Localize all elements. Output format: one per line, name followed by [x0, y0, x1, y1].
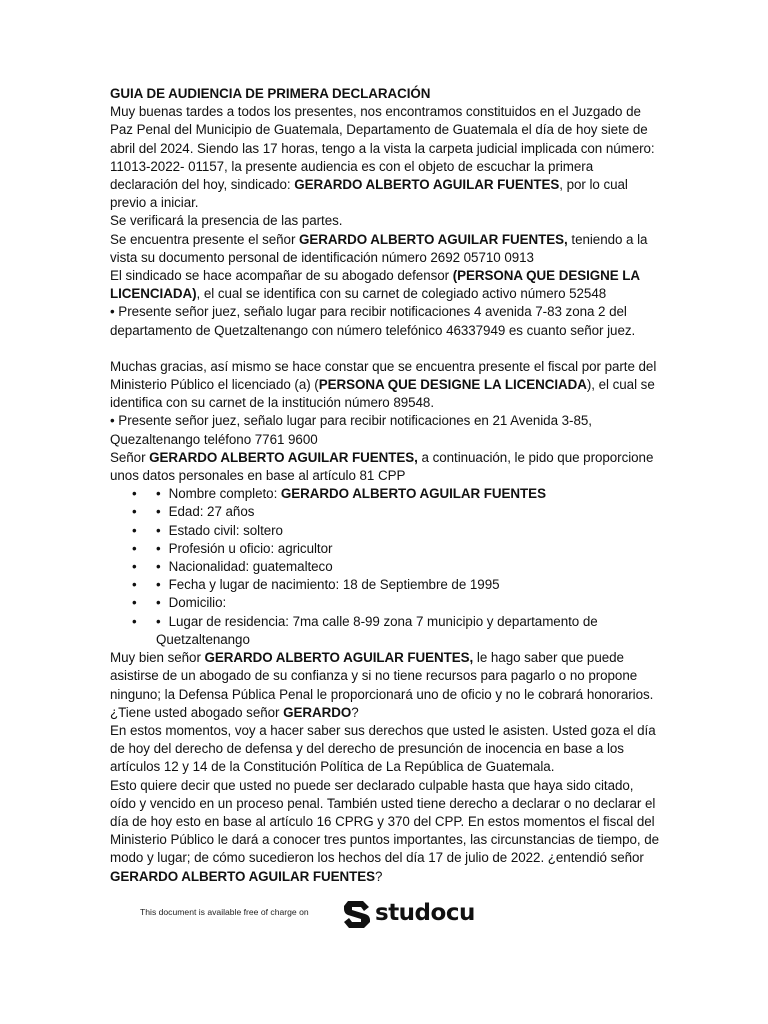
personal-text-end: a continuación, le pido que proporcione unos datos personales en base al artículo 81 CPP [110, 449, 654, 484]
lawyer-text-end: , el cual se identifica con su carnet de colegiado activo número 52548 [196, 286, 607, 302]
personal-data-paragraph [110, 449, 662, 485]
studocu-wordmark: studocu [375, 900, 475, 926]
intro-text: Muy buenas tardes a todos los presentes, nos encontramos constituidos en el Juzgado de Paz Penal del Municipio de Guatemala, Departamento de Guatemala el día de hoy siete de abril del 2024. Siendo las 17 horas, tengo a la vista la carpeta judicial implicada con número: 11013-2022- 01157, la presente audiencia es con el objeto de escuchar la primera declaración del hoy, sindicado: [110, 104, 655, 193]
list-item [110, 503, 662, 521]
personal-data-list [110, 485, 662, 649]
bullet-glyph: • [156, 595, 161, 611]
list-item-value: GERARDO ALBERTO AGUILAR FUENTES [280, 486, 546, 502]
list-item-label: Profesión u oficio: agricultor [168, 540, 333, 556]
rights-text: Muy bien señor [110, 650, 205, 666]
present-text: Se encuentra presente el señor [110, 231, 300, 247]
bullet-glyph: • [156, 613, 161, 629]
defendant-first-name: GERARDO [283, 704, 352, 720]
verify-paragraph: Se verificará la presencia de las partes. [110, 213, 343, 229]
meaning-text: Esto quiere decir que usted no puede ser declarado culpable hasta que haya sido citado, oído y vencido en un proceso penal. También usted tiene derecho a declarar o no declarar el día de hoy esto en base al artículo 16 CPRG y 370 del CPP. En estos momentos el fiscal del Ministerio Público le dará a conocer tres puntos importantes, las circunstancias de tiempo, de modo y lugar; de cómo sucedieron los hechos del día 17 de julio de 2022. ¿entendió señor [110, 777, 660, 866]
defendant-name: GERARDO ALBERTO AGUILAR FUENTES [110, 868, 376, 884]
list-item-label: Nacionalidad: guatemalteco [168, 559, 333, 575]
list-item [110, 558, 662, 576]
bullet-glyph: • [156, 559, 161, 575]
fiscal-text: Muchas gracias, así mismo se hace constar que se encuentra presente el fiscal por parte del Ministerio Público el licenciado (a) ( [110, 358, 657, 393]
lawyer-paragraph [110, 267, 662, 303]
studocu-logo-icon [343, 898, 371, 928]
list-item [110, 522, 662, 540]
bullet-glyph: • [156, 540, 161, 556]
document-title: GUIA DE AUDIENCIA DE PRIMERA DECLARACIÓN [110, 86, 431, 101]
intro-text-end: , por lo cual previo a iniciar. [110, 177, 628, 211]
list-item-label: Domicilio: [168, 595, 227, 611]
list-item [110, 613, 662, 649]
present-text-end: teniendo a la vista su documento personal de identificación número 2692 05710 0913 [110, 231, 648, 265]
present-paragraph [110, 231, 662, 267]
studocu-logo-link[interactable] [343, 896, 475, 930]
defendant-name: GERARDO ALBERTO AGUILAR FUENTES [294, 177, 560, 193]
list-item-label: Lugar de residencia: 7ma calle 8-99 zona 7 municipio y departamento de Quetzaltenango [156, 613, 598, 647]
fiscal-placeholder: PERSONA QUE DESIGNE LA LICENCIADA [318, 377, 587, 393]
bullet-glyph: • [156, 522, 161, 538]
list-item [110, 485, 662, 503]
fiscal-paragraph [110, 358, 662, 413]
personal-text: Señor [110, 449, 150, 465]
rights-text-end: ? [351, 704, 359, 720]
document-body [110, 85, 662, 886]
lawyer-text: El sindicado se hace acompañar de su abogado defensor [110, 268, 453, 284]
bullet-glyph: • [156, 504, 161, 520]
list-item-label: Estado civil: soltero [168, 522, 283, 538]
intro-paragraph [110, 103, 662, 212]
meaning-text-end: ? [375, 868, 383, 884]
list-item [110, 540, 662, 558]
studocu-footer [140, 896, 480, 930]
bullet-glyph: • [156, 486, 161, 502]
fiscal-text-end: ), el cual se identifica con su carnet de la institución número 89548. [110, 377, 655, 411]
list-item-label: Nombre completo: [168, 486, 281, 502]
rights-text-mid: le hago saber que puede asistirse de un abogado de su confianza y si no tiene recursos para pagarlo o no propone ninguno; la Defensa Pública Penal le proporcionará uno de oficio y no le cobrará honorarios. ¿Tiene usted abogado señor [110, 650, 654, 720]
defendant-name: GERARDO ALBERTO AGUILAR FUENTES, [204, 650, 474, 666]
notification-paragraph-1: • Presente señor juez, señalo lugar para recibir notificaciones 4 avenida 7-83 zona 2 del departamento de Quetzaltenango con número telefónico 46337949 es cuanto señor juez. [110, 304, 636, 338]
meaning-paragraph [110, 777, 662, 886]
paragraph-gap [110, 340, 662, 358]
defendant-name: GERARDO ALBERTO AGUILAR FUENTES, [149, 449, 418, 465]
list-item [110, 576, 662, 594]
defendant-name: GERARDO ALBERTO AGUILAR FUENTES, [299, 231, 568, 247]
bullet-glyph: • [156, 577, 161, 593]
list-item-label: Fecha y lugar de nacimiento: 18 de Septiembre de 1995 [168, 577, 500, 593]
rights-paragraph [110, 649, 662, 722]
notification-paragraph-2: • Presente señor juez, señalo lugar para recibir notificaciones en 21 Avenida 3-85, Quezaltenango teléfono 7761 9600 [110, 413, 592, 447]
list-item [110, 594, 662, 612]
footer-availability-text: This document is available free of charge on [140, 907, 309, 917]
moment-paragraph: En estos momentos, voy a hacer saber sus derechos que usted le asisten. Usted goza el día de hoy del derecho de defensa y del derecho de presunción de inocencia en base a los artículos 12 y 14 de la Constitución Política de La República de Guatemala. [110, 722, 656, 775]
lawyer-placeholder: (PERSONA QUE DESIGNE LA LICENCIADA) [110, 268, 640, 302]
list-item-label: Edad: 27 años [168, 504, 255, 520]
